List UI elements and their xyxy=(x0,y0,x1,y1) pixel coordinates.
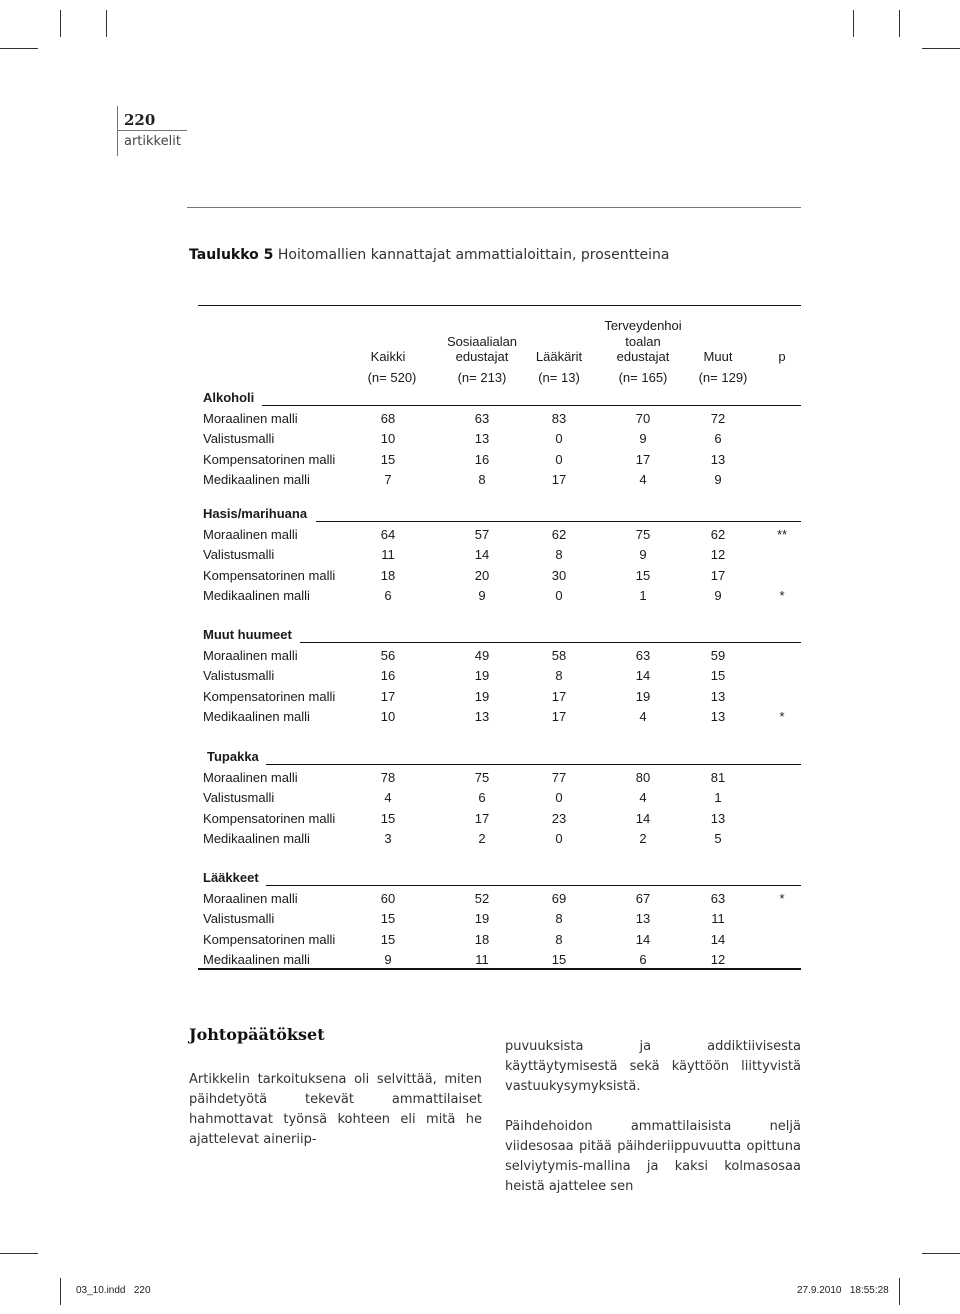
column-header: Kaikki xyxy=(370,349,406,364)
column-header: Muut xyxy=(703,349,733,364)
table-row-label: Moraalinen malli xyxy=(203,770,298,785)
table-cell: 1 xyxy=(639,588,647,603)
table-row-label: Moraalinen malli xyxy=(203,411,298,426)
table-cell: 19 xyxy=(635,689,651,704)
table-cell: 9 xyxy=(478,588,486,603)
table-cell: 4 xyxy=(384,790,392,805)
table-cell: 14 xyxy=(635,811,651,826)
table-cell: 15 xyxy=(380,452,396,467)
section-label: artikkelit xyxy=(124,134,181,149)
table-row-label: Medikaalinen malli xyxy=(203,588,310,603)
table-cell: 6 xyxy=(639,952,647,967)
table-row-label: Valistusmalli xyxy=(203,431,275,446)
table-cell: 13 xyxy=(710,689,726,704)
table-cell: 67 xyxy=(635,891,651,906)
table-cell: 16 xyxy=(380,668,396,683)
table-cell: 9 xyxy=(714,588,722,603)
table-cell-p: ** xyxy=(776,527,788,542)
table-cell: 2 xyxy=(639,831,647,846)
table-row-label: Medikaalinen malli xyxy=(203,472,310,487)
table-row-label: Kompensatorinen malli xyxy=(203,811,336,826)
table-cell: 10 xyxy=(380,431,396,446)
table-cell: 77 xyxy=(551,770,567,785)
table-caption-label: Taulukko 5 xyxy=(189,247,274,263)
table-cell: 9 xyxy=(639,431,647,446)
table-cell: 17 xyxy=(380,689,396,704)
page-number: 220 xyxy=(124,111,156,129)
column-header: edustajat xyxy=(616,349,670,364)
body-paragraph: Artikkelin tarkoituksena oli selvittää, miten päihdetyötä tekevät ammattilaiset hahmottavat työnsä kohteen eli mitä he ajattelevat aineriip- xyxy=(189,1072,482,1147)
table-cell: 59 xyxy=(710,648,726,663)
table-cell-p: * xyxy=(779,891,785,906)
column-header-line2: Sosiaalialan xyxy=(446,334,518,349)
table-cell: 15 xyxy=(380,911,396,926)
table-cell: 81 xyxy=(710,770,726,785)
timestamp-slug: 27.9.2010 18:55:28 xyxy=(797,1285,889,1296)
table-cell: 6 xyxy=(714,431,722,446)
conclusions-left-column xyxy=(189,1025,482,1170)
table-cell: 14 xyxy=(474,547,490,562)
table-cell: 14 xyxy=(710,932,726,947)
table-cell: 14 xyxy=(635,668,651,683)
table-cell: 2 xyxy=(478,831,486,846)
table-group-rule xyxy=(316,521,801,522)
table-cell: 14 xyxy=(635,932,651,947)
column-header: edustajat xyxy=(455,349,509,364)
table-cell-p: * xyxy=(779,709,785,724)
table-group-heading: Muut huumeet xyxy=(203,627,292,642)
table-cell: 17 xyxy=(710,568,726,583)
table-cell: 13 xyxy=(710,452,726,467)
table-row-label: Moraalinen malli xyxy=(203,648,298,663)
table-cell: 11 xyxy=(381,547,395,562)
table-cell: 8 xyxy=(478,472,486,487)
table-cell: 19 xyxy=(474,689,490,704)
table-cell: 17 xyxy=(551,709,567,724)
table-cell: 18 xyxy=(474,932,490,947)
table-row-label: Medikaalinen malli xyxy=(203,952,310,967)
crop-mark xyxy=(922,48,960,49)
column-header: Lääkärit xyxy=(535,349,583,364)
header-divider xyxy=(117,130,187,131)
table-cell: 63 xyxy=(474,411,490,426)
table-row-label: Moraalinen malli xyxy=(203,891,298,906)
column-n: (n= 213) xyxy=(457,370,507,385)
table-cell: 16 xyxy=(474,452,490,467)
table-cell: 9 xyxy=(384,952,392,967)
header-divider xyxy=(117,106,118,156)
table-cell: 6 xyxy=(384,588,392,603)
table-cell: 60 xyxy=(380,891,396,906)
table-group-heading: Alkoholi xyxy=(203,390,255,405)
table-cell: 23 xyxy=(551,811,567,826)
table-row-label: Medikaalinen malli xyxy=(203,831,310,846)
table-cell: 9 xyxy=(639,547,647,562)
table-row-label: Valistusmalli xyxy=(203,790,275,805)
table-cell: 4 xyxy=(639,709,647,724)
table-cell: 62 xyxy=(710,527,726,542)
table-row-label: Moraalinen malli xyxy=(203,527,298,542)
table-cell: 52 xyxy=(474,891,490,906)
table-cell: 8 xyxy=(555,547,563,562)
table-cell: 72 xyxy=(710,411,726,426)
table-cell: 4 xyxy=(639,472,647,487)
table-cell: 0 xyxy=(555,431,563,446)
column-n: (n= 165) xyxy=(618,370,668,385)
table-group-heading: Hasis/marihuana xyxy=(203,506,308,521)
table-cell: 17 xyxy=(474,811,490,826)
table-cell: 68 xyxy=(380,411,396,426)
table-cell: 63 xyxy=(635,648,651,663)
table-cell: 19 xyxy=(474,668,490,683)
crop-mark xyxy=(899,10,900,37)
table-cell: 70 xyxy=(635,411,651,426)
table-row-label: Valistusmalli xyxy=(203,547,275,562)
table-cell: 15 xyxy=(551,952,567,967)
top-rule xyxy=(187,207,801,208)
crop-mark xyxy=(899,1278,900,1305)
table-row-label: Kompensatorinen malli xyxy=(203,932,336,947)
table-cell: 6 xyxy=(478,790,486,805)
column-header-line1: Terveydenhoi xyxy=(604,318,682,333)
table-cell: 0 xyxy=(555,588,563,603)
table-cell: 13 xyxy=(710,709,726,724)
table-group-rule xyxy=(266,885,801,886)
table-cell: 20 xyxy=(474,568,490,583)
table-cell: 8 xyxy=(555,932,563,947)
table-cell: 5 xyxy=(714,831,722,846)
table-cell: 18 xyxy=(380,568,396,583)
table-cell: 64 xyxy=(380,527,396,542)
table-cell: 17 xyxy=(551,689,567,704)
table-row-label: Valistusmalli xyxy=(203,668,275,683)
table-cell: 49 xyxy=(474,648,490,663)
table-row-label: Kompensatorinen malli xyxy=(203,568,336,583)
table-cell: 19 xyxy=(474,911,490,926)
column-n: (n= 13) xyxy=(538,370,580,385)
table-cell: 13 xyxy=(474,709,490,724)
crop-mark xyxy=(60,10,61,37)
table-cell: 15 xyxy=(380,932,396,947)
crop-mark xyxy=(106,10,107,37)
table-caption-title: Hoitomallien kannattajat ammattialoittain, prosentteina xyxy=(277,247,670,263)
body-paragraph: Päihdehoidon ammattilaisista neljä viidesosaa pitää päihderiippuvuutta opittuna selviytymis-mallina ja kaksi kolmasosaa heistä ajattelee sen xyxy=(505,1119,801,1194)
table-cell: 11 xyxy=(711,911,725,926)
table-cell: 30 xyxy=(551,568,567,583)
table-cell: 58 xyxy=(551,648,567,663)
table-cell: 56 xyxy=(380,648,396,663)
table-cell: 13 xyxy=(710,811,726,826)
crop-mark xyxy=(922,1253,960,1254)
table-cell: 12 xyxy=(710,952,726,967)
table-cell: 17 xyxy=(551,472,567,487)
table-cell: 75 xyxy=(474,770,490,785)
table-cell: 0 xyxy=(555,831,563,846)
table-top-rule xyxy=(198,305,801,306)
table-row-label: Valistusmalli xyxy=(203,911,275,926)
table-cell: 15 xyxy=(710,668,726,683)
table-cell: 75 xyxy=(635,527,651,542)
table-cell: 7 xyxy=(384,472,392,487)
table-row-label: Medikaalinen malli xyxy=(203,709,310,724)
section-heading: Johtopäätökset xyxy=(189,1025,325,1044)
table-cell: 13 xyxy=(474,431,490,446)
table-cell: 57 xyxy=(474,527,490,542)
table-cell: 10 xyxy=(380,709,396,724)
table-cell: 0 xyxy=(555,452,563,467)
crop-mark xyxy=(853,10,854,37)
table-cell: 1 xyxy=(714,790,722,805)
table-cell: 15 xyxy=(380,811,396,826)
file-slug: 03_10.indd 220 xyxy=(76,1285,151,1296)
table-cell: 4 xyxy=(639,790,647,805)
table-cell: 63 xyxy=(710,891,726,906)
table-cell: 12 xyxy=(710,547,726,562)
table-group-heading: Tupakka xyxy=(207,749,259,764)
crop-mark xyxy=(0,48,38,49)
crop-mark xyxy=(60,1278,61,1305)
table-bottom-rule xyxy=(198,968,801,970)
table-caption xyxy=(189,247,670,263)
table-group-rule xyxy=(262,405,801,406)
table-group-rule xyxy=(266,764,801,765)
body-paragraph: puvuuksista ja addiktiivisesta käyttäytymisestä sekä käyttöön liittyvistä vastuukysymyksistä. xyxy=(505,1039,801,1094)
table-cell: 69 xyxy=(551,891,567,906)
table-cell: 80 xyxy=(635,770,651,785)
table-cell: 13 xyxy=(635,911,651,926)
column-n: (n= 129) xyxy=(698,370,748,385)
table-row-label: Kompensatorinen malli xyxy=(203,689,336,704)
crop-mark xyxy=(0,1253,38,1254)
conclusions-right-column xyxy=(505,1037,801,1217)
column-header-line2: toalan xyxy=(625,334,661,349)
table-cell: 8 xyxy=(555,911,563,926)
table-cell: 9 xyxy=(714,472,722,487)
table-cell: 8 xyxy=(555,668,563,683)
column-header-p: p xyxy=(778,349,786,364)
table-cell: 11 xyxy=(475,952,489,967)
table-cell-p: * xyxy=(779,588,785,603)
table-cell: 78 xyxy=(380,770,396,785)
table-group-rule xyxy=(300,642,801,643)
table-cell: 17 xyxy=(635,452,651,467)
table-cell: 15 xyxy=(635,568,651,583)
table-cell: 3 xyxy=(384,831,392,846)
table-group-heading: Lääkkeet xyxy=(203,870,259,885)
table-cell: 0 xyxy=(555,790,563,805)
table-cell: 62 xyxy=(551,527,567,542)
table-cell: 83 xyxy=(551,411,567,426)
table-row-label: Kompensatorinen malli xyxy=(203,452,336,467)
column-n: (n= 520) xyxy=(367,370,417,385)
